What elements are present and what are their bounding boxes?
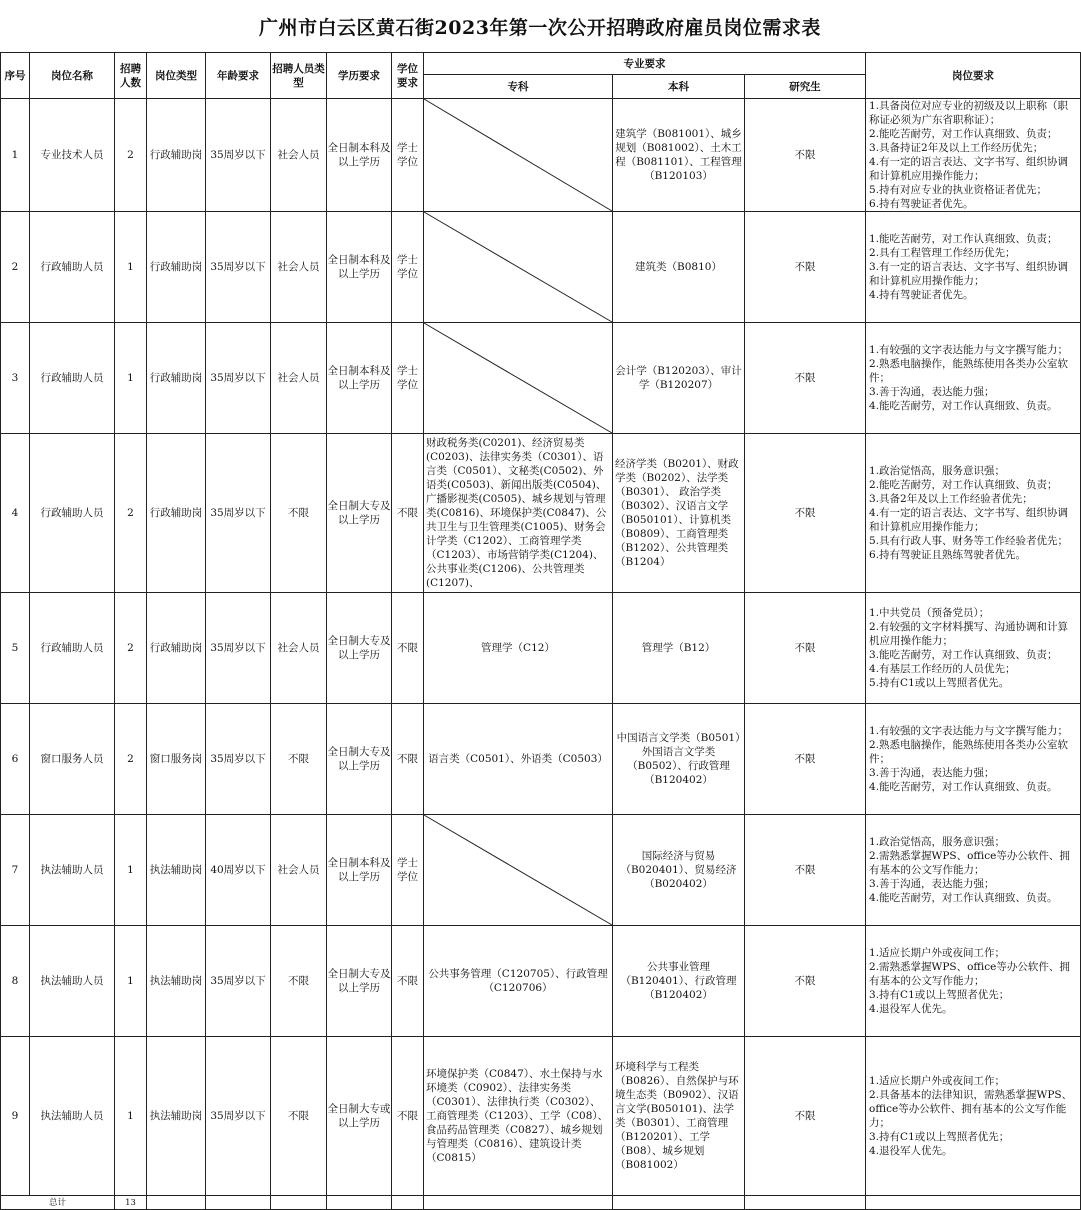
cell-post-requirements bbox=[866, 434, 1081, 593]
cell-seq: 2 bbox=[1, 212, 30, 323]
requirement-item: 3.具备持证2年及以上工作经历优先； bbox=[869, 142, 1044, 154]
table-row bbox=[1, 704, 1081, 815]
cell-post-requirements bbox=[866, 212, 1081, 323]
requirement-item: 1.有较强的文字表达能力与文字撰写能力； bbox=[869, 344, 1069, 356]
cell-post-requirements bbox=[866, 704, 1081, 815]
total-empty-cell bbox=[327, 1196, 392, 1210]
cell-degree: 学士学位 bbox=[392, 323, 424, 434]
header-age: 年龄要求 bbox=[206, 53, 271, 99]
cell-post-requirements bbox=[866, 323, 1081, 434]
cell-major-graduate: 不限 bbox=[745, 704, 866, 815]
total-empty-cell bbox=[613, 1196, 745, 1210]
cell-person-type: 不限 bbox=[271, 434, 327, 593]
header-post-name: 岗位名称 bbox=[30, 53, 115, 99]
cell-post-name: 执法辅助人员 bbox=[30, 926, 115, 1037]
cell-major-junior: 公共事务管理（C120705）、行政管理（C120706） bbox=[424, 926, 613, 1037]
total-empty-cell bbox=[392, 1196, 424, 1210]
cell-person-type: 不限 bbox=[271, 926, 327, 1037]
cell-age: 35周岁以下 bbox=[206, 434, 271, 593]
total-empty-cell bbox=[271, 1196, 327, 1210]
cell-major-junior-empty bbox=[424, 212, 613, 323]
cell-post-name: 执法辅助人员 bbox=[30, 1037, 115, 1196]
requirement-item: 4.能吃苦耐劳，对工作认真细致、负责。 bbox=[869, 400, 1058, 412]
cell-post-type: 行政辅助岗 bbox=[147, 99, 206, 212]
cell-major-graduate: 不限 bbox=[745, 99, 866, 212]
cell-education: 全日制大专及以上学历 bbox=[327, 704, 392, 815]
header-major-bachelor: 本科 bbox=[613, 75, 745, 99]
cell-degree: 学士学位 bbox=[392, 212, 424, 323]
cell-major-junior: 管理学（C12） bbox=[424, 593, 613, 704]
cell-major-bachelor: 中国语言文学类（B0501）外国语言文学类（B0502）、行政管理（B120402） bbox=[613, 704, 745, 815]
cell-degree: 不限 bbox=[392, 704, 424, 815]
requirement-item: 4.有基层工作经历的人员优先； bbox=[869, 663, 1016, 675]
cell-major-graduate: 不限 bbox=[745, 815, 866, 926]
header-major-group: 专业要求 bbox=[424, 53, 866, 75]
header-major-graduate: 研究生 bbox=[745, 75, 866, 99]
cell-person-type: 社会人员 bbox=[271, 815, 327, 926]
diagonal-slash bbox=[424, 212, 612, 322]
cell-education: 全日制本科及以上学历 bbox=[327, 815, 392, 926]
cell-post-requirements bbox=[866, 815, 1081, 926]
requirement-item: 6.持有驾驶证且熟练驾驶者优先。 bbox=[869, 549, 1027, 561]
total-empty-cell bbox=[147, 1196, 206, 1210]
total-row bbox=[1, 1196, 1081, 1210]
cell-age: 40周岁以下 bbox=[206, 815, 271, 926]
requirement-item: 1.中共党员（预备党员）； bbox=[869, 607, 990, 619]
requirement-item: 1.有较强的文字表达能力与文字撰写能力； bbox=[869, 725, 1069, 737]
header-post-type: 岗位类型 bbox=[147, 53, 206, 99]
requirement-item: 6.持有驾驶证者优先。 bbox=[869, 198, 974, 210]
requirement-item: 4.能吃苦耐劳，对工作认真细致、负责。 bbox=[869, 781, 1058, 793]
cell-post-name: 行政辅助人员 bbox=[30, 323, 115, 434]
cell-seq: 7 bbox=[1, 815, 30, 926]
cell-post-name: 专业技术人员 bbox=[30, 99, 115, 212]
cell-seq: 9 bbox=[1, 1037, 30, 1196]
cell-seq: 1 bbox=[1, 99, 30, 212]
cell-degree: 不限 bbox=[392, 434, 424, 593]
cell-degree: 学士学位 bbox=[392, 99, 424, 212]
table-row bbox=[1, 1037, 1081, 1196]
cell-seq: 3 bbox=[1, 323, 30, 434]
cell-degree: 学士学位 bbox=[392, 815, 424, 926]
cell-major-junior: 语言类（C0501）、外语类（C0503） bbox=[424, 704, 613, 815]
header-post-req: 岗位要求 bbox=[866, 53, 1081, 99]
cell-person-type: 社会人员 bbox=[271, 323, 327, 434]
requirement-item: 5.持有C1或以上驾照者优先。 bbox=[869, 677, 1010, 689]
cell-person-type: 社会人员 bbox=[271, 212, 327, 323]
job-requirements-table bbox=[0, 52, 1081, 1210]
cell-post-name: 行政辅助人员 bbox=[30, 593, 115, 704]
cell-age: 35周岁以下 bbox=[206, 212, 271, 323]
cell-post-requirements bbox=[866, 926, 1081, 1037]
requirement-item: 4.有一定的语言表达、文字书写、组织协调和计算机应用操作能力； bbox=[869, 507, 1069, 533]
requirement-item: 3.持有C1或以上驾照者优先； bbox=[869, 989, 1010, 1001]
cell-post-requirements bbox=[866, 99, 1081, 212]
cell-person-type: 不限 bbox=[271, 704, 327, 815]
cell-post-type: 行政辅助岗 bbox=[147, 323, 206, 434]
requirement-item: 1.适应长期户外或夜间工作； bbox=[869, 1075, 1006, 1087]
cell-major-graduate: 不限 bbox=[745, 593, 866, 704]
total-count: 13 bbox=[115, 1196, 147, 1210]
table-row bbox=[1, 323, 1081, 434]
header-degree: 学位要求 bbox=[392, 53, 424, 99]
cell-person-type: 社会人员 bbox=[271, 593, 327, 704]
requirement-item: 5.具有行政人事、财务等工作经验者优先； bbox=[869, 535, 1069, 547]
cell-education: 全日制大专或以上学历 bbox=[327, 1037, 392, 1196]
page-title: 广州市白云区黄石街2023年第一次公开招聘政府雇员岗位需求表 bbox=[259, 16, 821, 39]
requirement-item: 3.有一定的语言表达、文字书写、组织协调和计算机应用操作能力； bbox=[869, 261, 1069, 287]
requirement-item: 2.具备基本的法律知识，需熟悉掌握WPS、office等办公软件、拥有基本的公文写作能力； bbox=[869, 1089, 1073, 1129]
cell-major-graduate: 不限 bbox=[745, 212, 866, 323]
cell-post-requirements bbox=[866, 593, 1081, 704]
requirement-item: 3.善于沟通，表达能力强； bbox=[869, 767, 995, 779]
cell-count: 2 bbox=[115, 704, 147, 815]
table-row bbox=[1, 212, 1081, 323]
cell-major-graduate: 不限 bbox=[745, 926, 866, 1037]
cell-major-junior: 环境保护类（C0847）、水土保持与水环境类（C0902）、法律实务类（C0301）、法律执行类（C0302）、工商管理类（C1203）、工学（C08）、食品药品管理类（C0827）、城乡规划与管理类（C0816）、建筑设计类（C0815） bbox=[424, 1037, 613, 1196]
cell-count: 2 bbox=[115, 434, 147, 593]
cell-degree: 不限 bbox=[392, 1037, 424, 1196]
requirement-item: 1.政治觉悟高，服务意识强； bbox=[869, 465, 1006, 477]
header-seq: 序号 bbox=[1, 53, 30, 99]
cell-major-bachelor: 管理学（B12） bbox=[613, 593, 745, 704]
table-row bbox=[1, 815, 1081, 926]
cell-education: 全日制大专及以上学历 bbox=[327, 593, 392, 704]
cell-major-bachelor: 公共事业管理（B120401）、行政管理（B120402） bbox=[613, 926, 745, 1037]
requirement-item: 4.退役军人优先。 bbox=[869, 1145, 953, 1157]
requirement-item: 1.具备岗位对应专业的初级及以上职称（职称证必须为广东省职称证）； bbox=[869, 100, 1069, 126]
cell-post-name: 执法辅助人员 bbox=[30, 815, 115, 926]
requirement-item: 2.有较强的文字材料撰写、沟通协调和计算机应用操作能力； bbox=[869, 621, 1069, 647]
requirement-item: 3.持有C1或以上驾照者优先； bbox=[869, 1131, 1010, 1143]
requirement-item: 3.具备2年及以上工作经验者优先； bbox=[869, 493, 1033, 505]
cell-age: 35周岁以下 bbox=[206, 323, 271, 434]
table-row bbox=[1, 99, 1081, 212]
cell-count: 2 bbox=[115, 99, 147, 212]
total-label: 总计 bbox=[1, 1196, 115, 1210]
cell-age: 35周岁以下 bbox=[206, 99, 271, 212]
cell-education: 全日制大专及以上学历 bbox=[327, 926, 392, 1037]
table-body bbox=[1, 99, 1081, 1210]
cell-major-graduate: 不限 bbox=[745, 323, 866, 434]
cell-count: 1 bbox=[115, 1037, 147, 1196]
cell-degree: 不限 bbox=[392, 926, 424, 1037]
cell-major-bachelor: 环境科学与工程类（B0826）、自然保护与环境生态类（B0902）、汉语言文学(B050101)、法学类（B0301）、工商管理（B120201）、工学（B08）、城乡规划（B081002） bbox=[613, 1037, 745, 1196]
requirement-item: 4.退役军人优先。 bbox=[869, 1003, 953, 1015]
total-empty-cell bbox=[424, 1196, 613, 1210]
requirement-item: 5.持有对应专业的执业资格证者优先； bbox=[869, 184, 1048, 196]
cell-age: 35周岁以下 bbox=[206, 704, 271, 815]
header-count: 招聘人数 bbox=[115, 53, 147, 99]
cell-major-junior: 财政税务类(C0201)、经济贸易类(C0203)、法律实务类（C0301）、语言类（C0501）、文秘类(C0502)、外语类(C0503)、新闻出版类(C0504)、广播影视类(C0505)、城乡规划与管理类(C0816)、环境保护类(C0847)、公共卫生与卫生管理类(C1005)、财务会计学类（C1202）、工商管理学类（C1203）、市场营销学类(C1204)、公共事业类(C1206)、公共管理类(C1207)、 bbox=[424, 434, 613, 593]
cell-education: 全日制本科及以上学历 bbox=[327, 323, 392, 434]
requirement-item: 4.持有驾驶证者优先。 bbox=[869, 289, 974, 301]
table-row bbox=[1, 926, 1081, 1037]
cell-post-name: 行政辅助人员 bbox=[30, 212, 115, 323]
requirement-item: 2.具有工程管理工作经历优先； bbox=[869, 247, 1016, 259]
requirement-item: 3.能吃苦耐劳，对工作认真细致、负责； bbox=[869, 649, 1058, 661]
cell-major-bachelor: 国际经济与贸易（B020401）、贸易经济（B020402） bbox=[613, 815, 745, 926]
cell-post-type: 执法辅助岗 bbox=[147, 926, 206, 1037]
cell-count: 1 bbox=[115, 926, 147, 1037]
requirement-item: 2.需熟悉掌握WPS、office等办公软件、拥有基本的公文写作能力； bbox=[869, 961, 1070, 987]
cell-seq: 6 bbox=[1, 704, 30, 815]
cell-major-graduate: 不限 bbox=[745, 1037, 866, 1196]
diagonal-slash bbox=[424, 99, 612, 211]
cell-major-bachelor: 建筑类（B0810） bbox=[613, 212, 745, 323]
requirement-item: 3.善于沟通，表达能力强； bbox=[869, 878, 995, 890]
requirement-item: 1.适应长期户外或夜间工作； bbox=[869, 947, 1006, 959]
cell-education: 全日制大专及以上学历 bbox=[327, 434, 392, 593]
cell-post-type: 行政辅助岗 bbox=[147, 434, 206, 593]
cell-count: 1 bbox=[115, 323, 147, 434]
cell-major-junior-empty bbox=[424, 99, 613, 212]
table-row bbox=[1, 593, 1081, 704]
cell-age: 35周岁以下 bbox=[206, 593, 271, 704]
requirement-item: 4.能吃苦耐劳，对工作认真细致、负责。 bbox=[869, 892, 1058, 904]
cell-age: 35周岁以下 bbox=[206, 926, 271, 1037]
cell-post-type: 行政辅助岗 bbox=[147, 212, 206, 323]
cell-post-requirements bbox=[866, 1037, 1081, 1196]
cell-major-junior-empty bbox=[424, 815, 613, 926]
cell-major-bachelor: 经济学类（B0201）、财政学类（B0202）、法学类（B0301）、 政治学类（B0302）、汉语言文学（B050101）、计算机类（B0809）、工商管理类（B1202）、公共管理类（B1204） bbox=[613, 434, 745, 593]
cell-major-junior-empty bbox=[424, 323, 613, 434]
diagonal-slash bbox=[424, 323, 612, 433]
cell-seq: 4 bbox=[1, 434, 30, 593]
requirement-item: 1.能吃苦耐劳，对工作认真细致、负责； bbox=[869, 233, 1058, 245]
cell-person-type: 社会人员 bbox=[271, 99, 327, 212]
cell-post-name: 窗口服务人员 bbox=[30, 704, 115, 815]
cell-post-type: 执法辅助岗 bbox=[147, 815, 206, 926]
cell-age: 35周岁以下 bbox=[206, 1037, 271, 1196]
cell-seq: 5 bbox=[1, 593, 30, 704]
header-major-junior: 专科 bbox=[424, 75, 613, 99]
total-empty-cell bbox=[206, 1196, 271, 1210]
header-education: 学历要求 bbox=[327, 53, 392, 99]
header-person-type: 招聘人员类型 bbox=[271, 53, 327, 99]
header-row-1 bbox=[1, 53, 1081, 75]
cell-count: 2 bbox=[115, 593, 147, 704]
table-row bbox=[1, 434, 1081, 593]
requirement-item: 2.熟悉电脑操作，能熟练使用各类办公室软件； bbox=[869, 739, 1069, 765]
requirement-item: 1.政治觉悟高，服务意识强； bbox=[869, 836, 1006, 848]
cell-post-type: 执法辅助岗 bbox=[147, 1037, 206, 1196]
cell-degree: 不限 bbox=[392, 593, 424, 704]
cell-major-bachelor: 会计学（B120203）、审计学（B120207） bbox=[613, 323, 745, 434]
cell-post-name: 行政辅助人员 bbox=[30, 434, 115, 593]
cell-count: 1 bbox=[115, 212, 147, 323]
diagonal-slash bbox=[424, 815, 612, 925]
cell-education: 全日制本科及以上学历 bbox=[327, 99, 392, 212]
requirement-item: 2.能吃苦耐劳，对工作认真细致、负责； bbox=[869, 479, 1058, 491]
total-empty-cell bbox=[745, 1196, 866, 1210]
cell-post-type: 行政辅助岗 bbox=[147, 593, 206, 704]
requirement-item: 2.需熟悉掌握WPS、office等办公软件、拥有基本的公文写作能力； bbox=[869, 850, 1070, 876]
requirement-item: 4.有一定的语言表达、文字书写、组织协调和计算机应用操作能力； bbox=[869, 156, 1069, 182]
requirement-item: 2.能吃苦耐劳，对工作认真细致、负责； bbox=[869, 128, 1058, 140]
cell-post-type: 窗口服务岗 bbox=[147, 704, 206, 815]
total-empty-cell bbox=[866, 1196, 1081, 1210]
cell-education: 全日制本科及以上学历 bbox=[327, 212, 392, 323]
cell-seq: 8 bbox=[1, 926, 30, 1037]
cell-major-graduate: 不限 bbox=[745, 434, 866, 593]
cell-major-bachelor: 建筑学（B081001）、城乡规划（B081002）、土木工程（B081101）、工程管理（B120103） bbox=[613, 99, 745, 212]
cell-person-type: 不限 bbox=[271, 1037, 327, 1196]
requirement-item: 3.善于沟通，表达能力强； bbox=[869, 386, 995, 398]
cell-count: 1 bbox=[115, 815, 147, 926]
requirement-item: 2.熟悉电脑操作，能熟练使用各类办公室软件； bbox=[869, 358, 1069, 384]
